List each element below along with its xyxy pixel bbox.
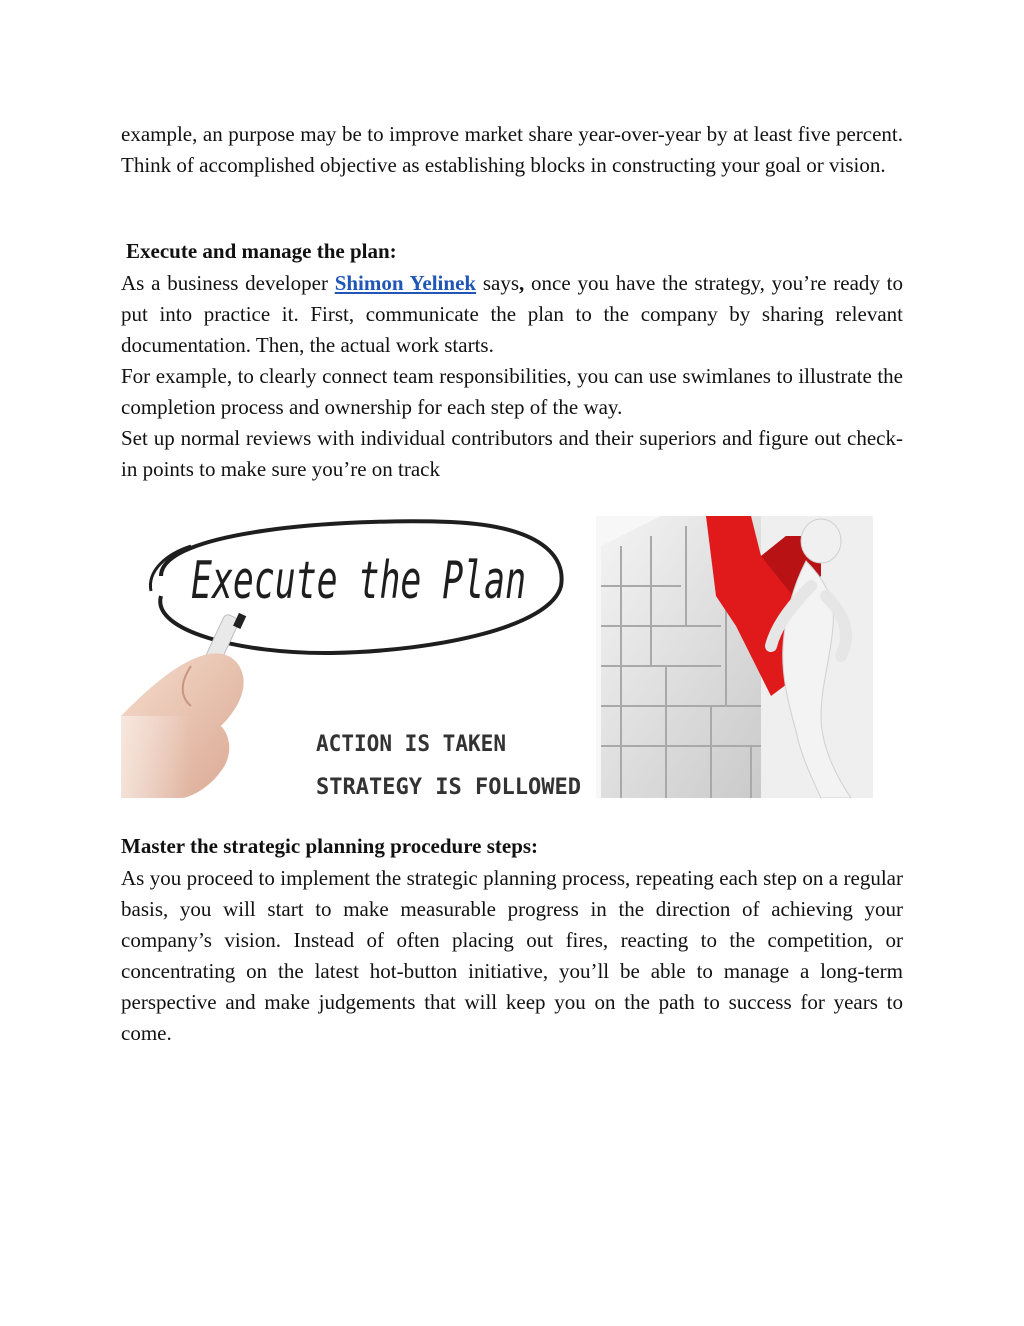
figure-line-strategy: STRATEGY IS FOLLOWED bbox=[316, 775, 581, 798]
section-paragraph-master: As you proceed to implement the strategic planning process, repeating each step on a regular basis, you will start to make measurable progress in the direction of achieving your company’s vision. Instead of often placing out fires, reacting to the competition, or concentrating on the latest hot-button initiative, you’ll be able to manage a long-term perspective and make judgements that will keep you on the path to success for years to come. bbox=[121, 866, 903, 1045]
section-heading-master: Master the strategic planning procedure steps: bbox=[121, 834, 539, 858]
paragraph-text: As a business developer bbox=[121, 271, 335, 295]
intro-paragraph: example, an purpose may be to improve market share year-over-year by at least five percent. Think of accomplished objective as establishing blocks in constructing your goal or vision. bbox=[121, 122, 903, 177]
paragraph-text: once you have the strategy, you’re ready to put into practice it. First, communicate the plan to the company by sharing relevant documentation. Then, the actual work starts. bbox=[121, 271, 904, 357]
figure-line-action: ACTION IS TAKEN bbox=[316, 732, 506, 757]
author-link[interactable]: Shimon Yelinek bbox=[334, 271, 477, 295]
section-paragraph-swimlanes: For example, to clearly connect team responsibilities, you can use swimlanes to illustrate the completion process and ownership for each step of the way. bbox=[121, 364, 903, 419]
illustration-graphic bbox=[121, 516, 873, 798]
hand-with-marker-icon bbox=[121, 613, 246, 798]
section-paragraph-strategy bbox=[121, 268, 903, 361]
section-heading-execute: Execute and manage the plan: bbox=[126, 239, 397, 263]
execute-plan-illustration bbox=[121, 516, 873, 798]
figure-title: Execute the Plan bbox=[191, 551, 526, 611]
paragraph-text: , bbox=[519, 271, 525, 295]
section-paragraph-reviews: Set up normal reviews with individual contributors and their superiors and figure out check-in points to make sure you’re on track bbox=[121, 426, 903, 481]
paragraph-text: says bbox=[476, 271, 520, 295]
